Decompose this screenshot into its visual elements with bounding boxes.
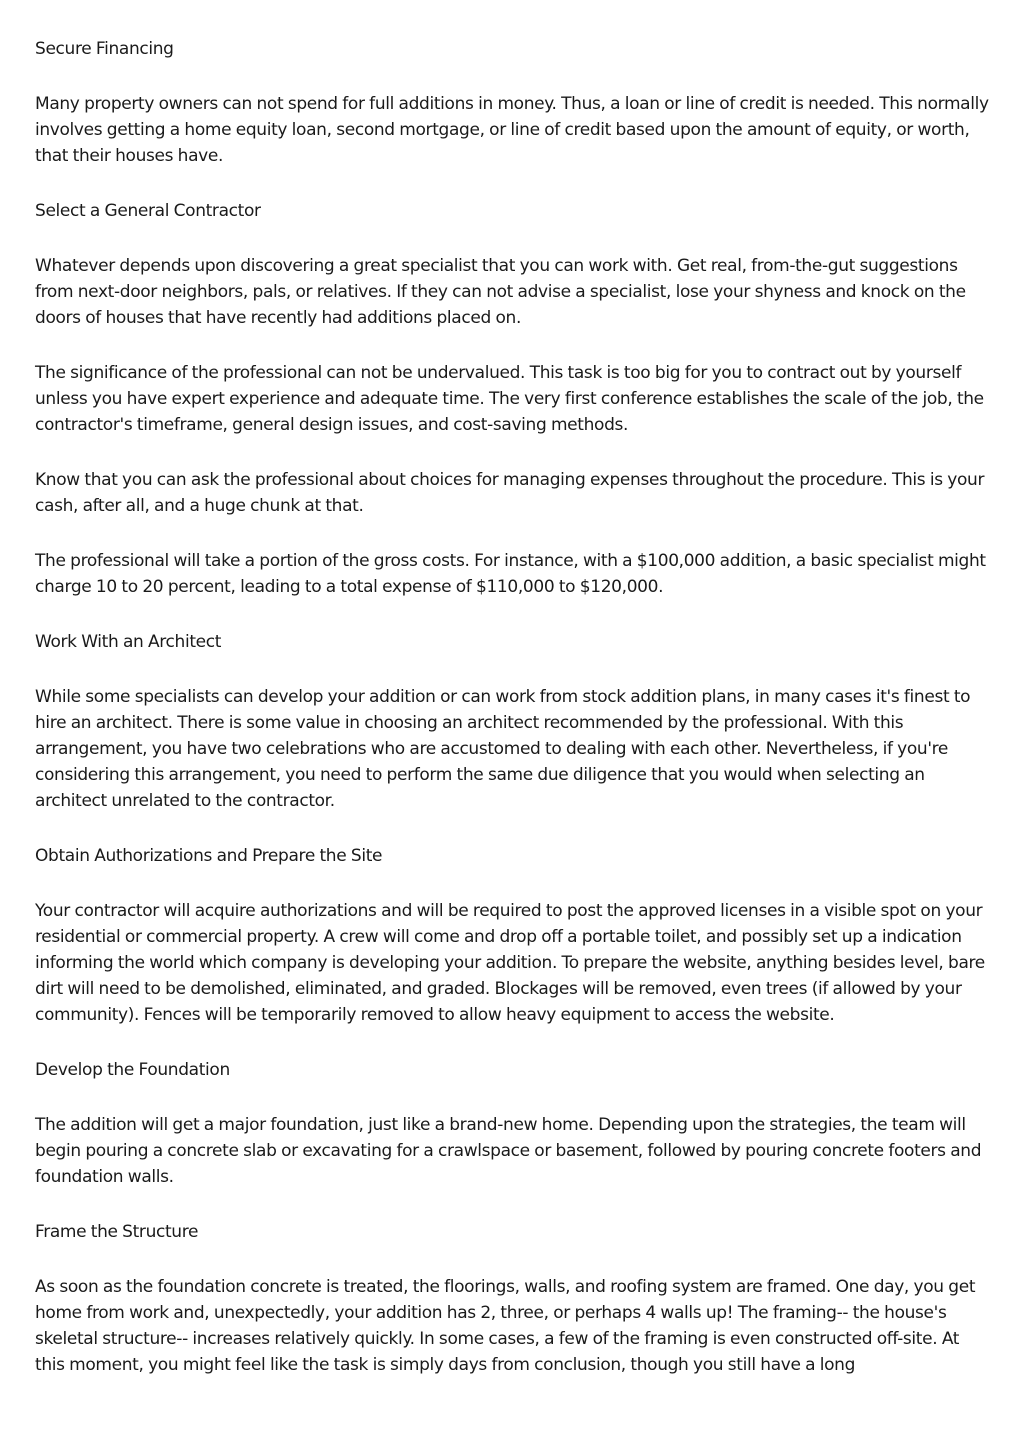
- paragraph-prepare-site: Your contractor will acquire authorizations and will be required to post the approved licenses in a visible spot on your residential or commercial property. A crew will come and drop off a portable toilet, and possibly set up a indication informing the world which company is developing your addition. To prepare the website, anything besides level, bare dirt will need to be demolished, eliminated, and graded. Blockages will be removed, even trees (if allowed by your community). Fences will be temporarily removed to allow heavy equipment to access the website.: [35, 901, 985, 1025]
- section-heading-architect: Work With an Architect: [35, 632, 222, 652]
- document-body: [35, 36, 993, 1407]
- paragraph-contractor-fee: The professional will take a portion of the gross costs. For instance, with a $100,000 addition, a basic specialist might charge 10 to 20 percent, leading to a total expense of $110,000 to $120,000.: [35, 551, 986, 597]
- section-heading-select-contractor: Select a General Contractor: [35, 201, 261, 221]
- paragraph-foundation: The addition will get a major foundation, just like a brand-new home. Depending upon the strategies, the team will begin pouring a concrete slab or excavating for a crawlspace or basement, followed by pouring concrete footers and foundation walls.: [35, 1115, 982, 1187]
- paragraph-framing: As soon as the foundation concrete is treated, the floorings, walls, and roofing system are framed. One day, you get home from work and, unexpectedly, your addition has 2, three, or perhaps 4 walls up! The framing-- the house's skeletal structure-- increases relatively quickly. In some cases, a few of the framing is even constructed off-site. At this moment, you might feel like the task is simply days from conclusion, though you still have a long: [35, 1277, 976, 1375]
- section-heading-secure-financing: Secure Financing: [35, 39, 174, 59]
- section-heading-authorizations: Obtain Authorizations and Prepare the Site: [35, 846, 383, 866]
- paragraph-finding-specialist: Whatever depends upon discovering a great specialist that you can work with. Get real, from-the-gut suggestions from next-door neighbors, pals, or relatives. If they can not advise a specialist, lose your shyness and knock on the doors of houses that have recently had additions placed on.: [35, 256, 966, 328]
- section-heading-foundation: Develop the Foundation: [35, 1060, 230, 1080]
- paragraph-significance: The significance of the professional can not be undervalued. This task is too big for you to contract out by yourself unless you have expert experience and adequate time. The very first conference establishes the scale of the job, the contractor's timeframe, general design issues, and cost-saving methods.: [35, 363, 984, 435]
- section-heading-frame: Frame the Structure: [35, 1222, 199, 1242]
- paragraph-financing: Many property owners can not spend for full additions in money. Thus, a loan or line of credit is needed. This normally involves getting a home equity loan, second mortgage, or line of credit based upon the amount of equity, or worth, that their houses have.: [35, 94, 989, 166]
- paragraph-managing-expenses: Know that you can ask the professional about choices for managing expenses throughout the procedure. This is your cash, after all, and a huge chunk at that.: [35, 470, 985, 516]
- paragraph-architect: While some specialists can develop your addition or can work from stock addition plans, in many cases it's finest to hire an architect. There is some value in choosing an architect recommended by the professional. With this arrangement, you have two celebrations who are accustomed to dealing with each other. Nevertheless, if you're considering this arrangement, you need to perform the same due diligence that you would when selecting an architect unrelated to the contractor.: [35, 687, 971, 811]
